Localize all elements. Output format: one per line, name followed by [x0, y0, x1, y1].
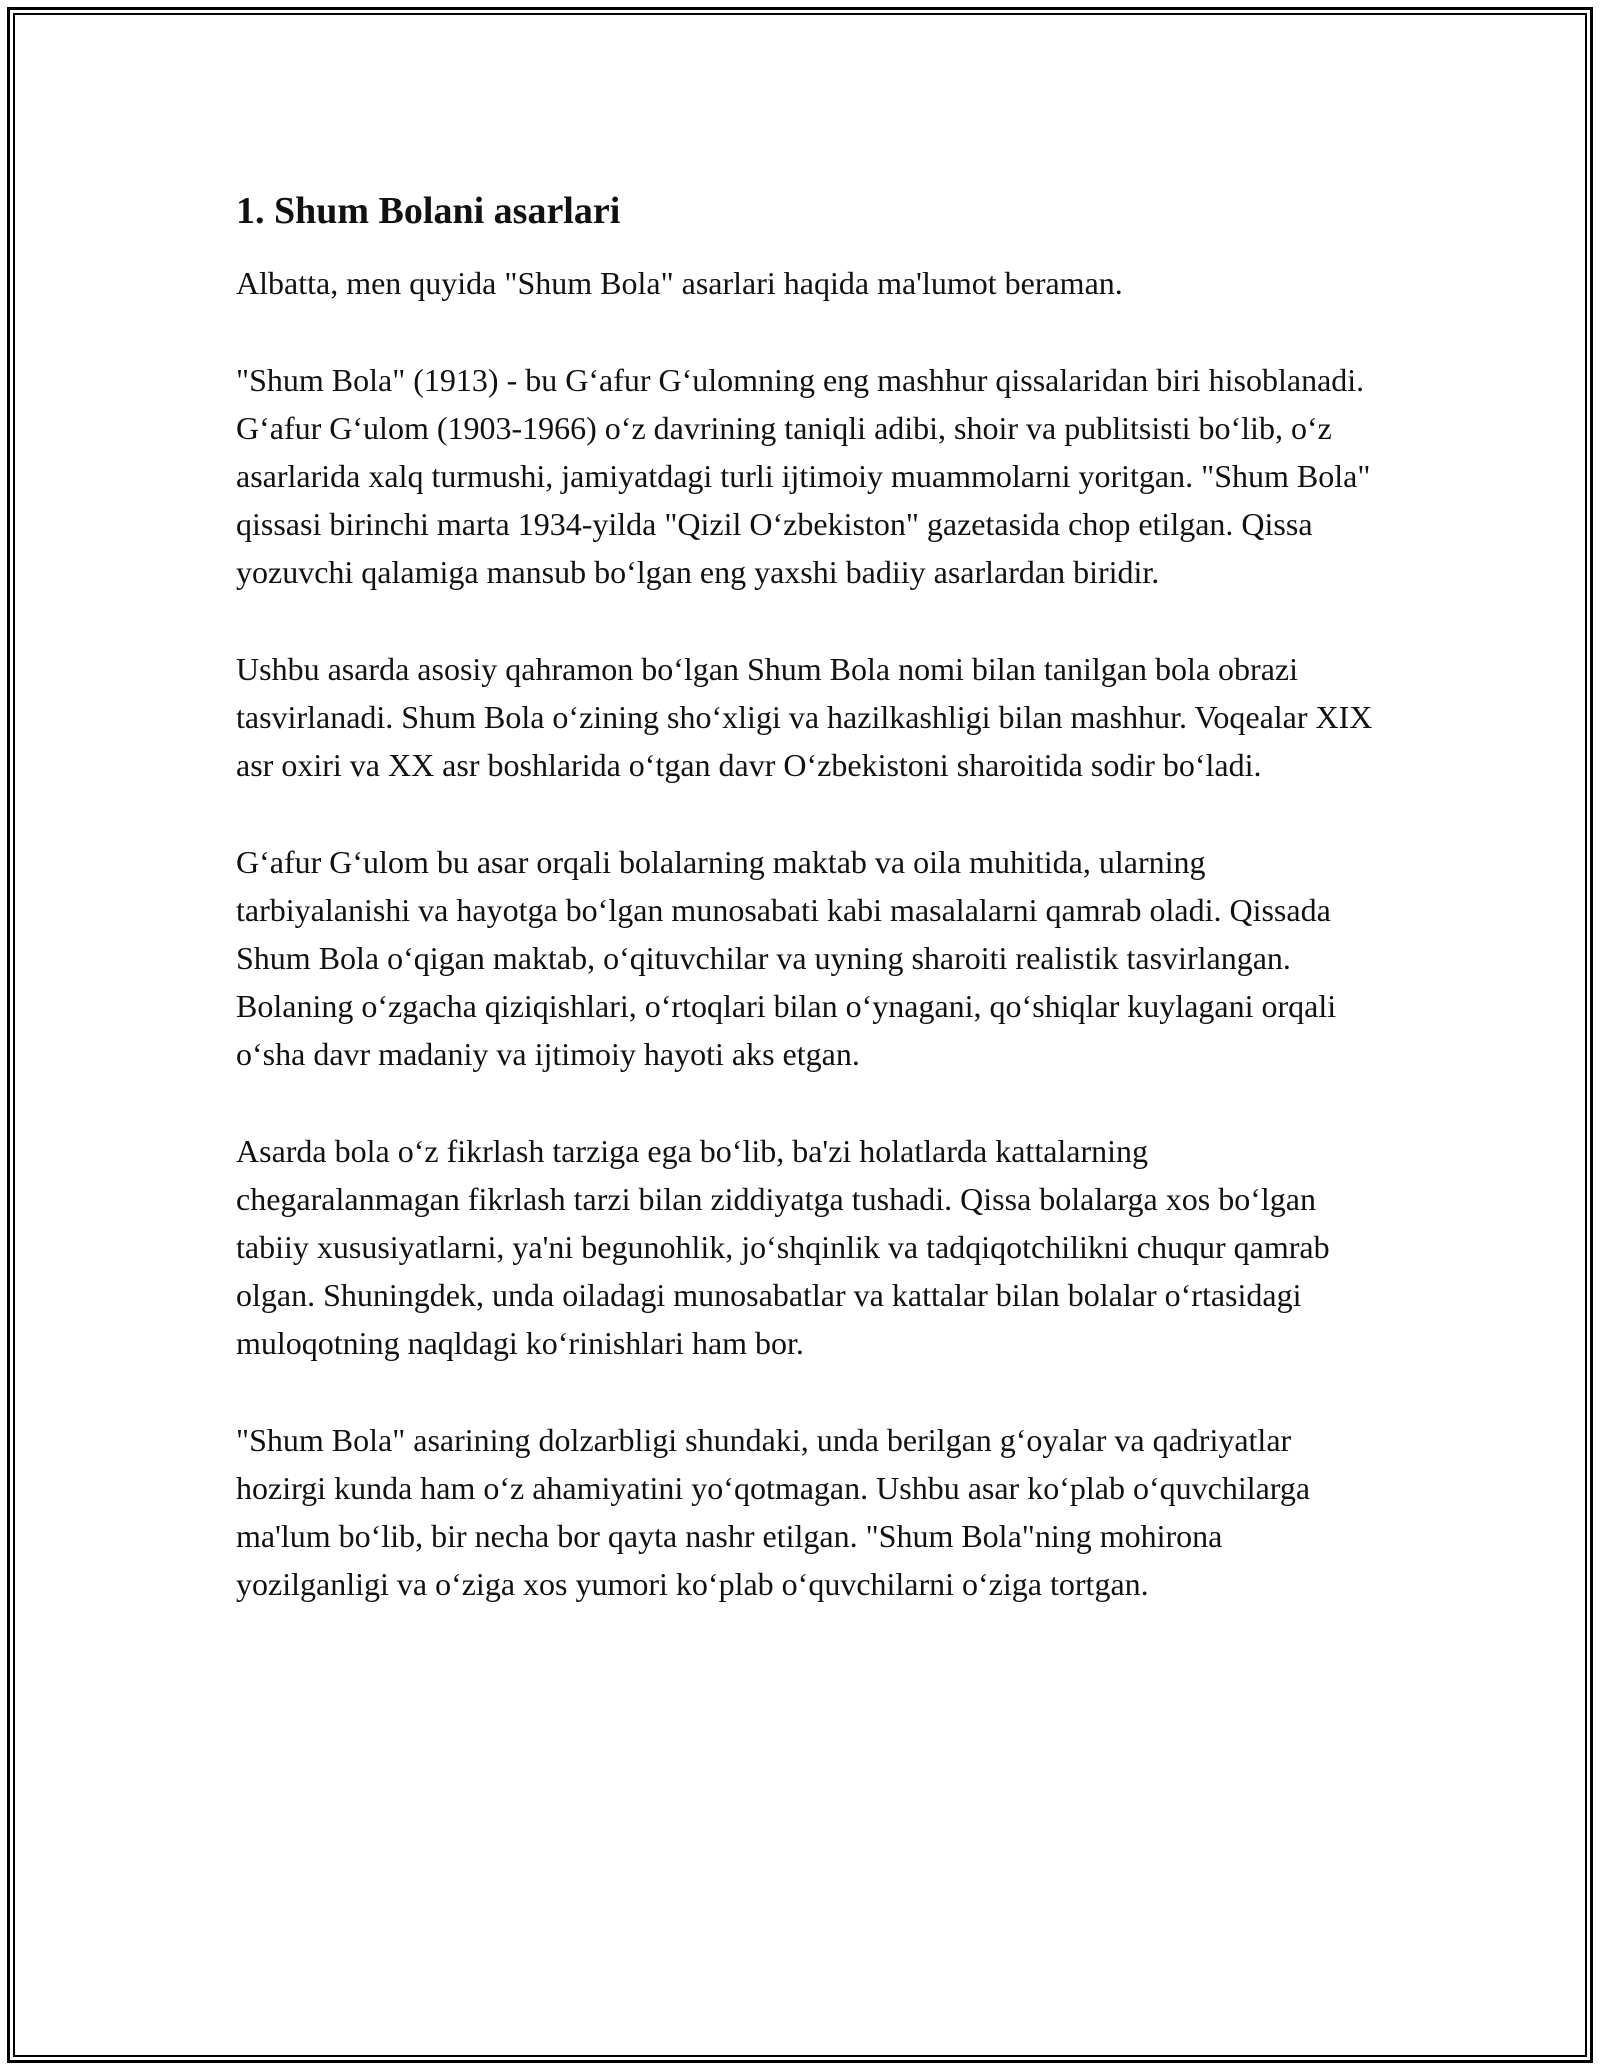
- paragraph-themes: G‘afur G‘ulom bu asar orqali bolalarning maktab va oila muhitida, ularning tarbiyalanishi va hayotga bo‘lgan munosabati kabi masalalarni qamrab oladi. Qissada Shum Bola o‘qigan maktab, o‘qituvchilar va uyning sharoiti realistik tasvirlangan. Bolaning o‘zgacha qiziqishlari, o‘rtoqlari bilan o‘ynagani, qo‘shiqlar kuylagani orqali o‘sha davr madaniy va ijtimoiy hayoti aks etgan.: [236, 844, 1337, 1072]
- document-title: 1. Shum Bolani asarlari: [236, 190, 621, 232]
- paragraph-history: "Shum Bola" (1913) - bu G‘afur G‘ulomning eng mashhur qissalaridan biri hisoblanadi. G‘afur G‘ulom (1903-1966) o‘z davrining taniqli adibi, shoir va publitsisti bo‘lib, o‘z asarlarida xalq turmushi, jamiyatdagi turli ijtimoiy muammolarni yoritgan. "Shum Bola" qissasi birinchi marta 1934-yilda "Qizil O‘zbekiston" gazetasida chop etilgan. Qissa yozuvchi qalamiga mansub bo‘lgan eng yaxshi badiiy asarlardan biridir.: [236, 362, 1371, 590]
- paragraph-relevance: "Shum Bola" asarining dolzarbligi shundaki, unda berilgan g‘oyalar va qadriyatlar hozirgi kunda ham o‘z ahamiyatini yo‘qotmagan. Ushbu asar ko‘plab o‘quvchilarga ma'lum bo‘lib, bir necha bor qayta nashr etilgan. "Shum Bola"ning mohirona yozilganligi va o‘ziga xos yumori ko‘plab o‘quvchilarni o‘ziga tortgan.: [236, 1422, 1311, 1602]
- paragraph-conflict: Asarda bola o‘z fikrlash tarziga ega bo‘lib, ba'zi holatlarda kattalarning chegaralanmagan fikrlash tarzi bilan ziddiyatga tushadi. Qissa bolalarga xos bo‘lgan tabiiy xususiyatlarni, ya'ni begunohlik, jo‘shqinlik va tadqiqotchilikni chuqur qamrab olgan. Shuningdek, unda oiladagi munosabatlar va kattalar bilan bolalar o‘rtasidagi muloqotning naqldagi ko‘rinishlari ham bor.: [236, 1133, 1330, 1361]
- document-body: [236, 185, 1376, 1657]
- paragraph-protagonist: Ushbu asarda asosiy qahramon bo‘lgan Shum Bola nomi bilan tanilgan bola obrazi tasvirlanadi. Shum Bola o‘zining sho‘xligi va hazilkashligi bilan mashhur. Voqealar XIX asr oxiri va XX asr boshlarida o‘tgan davr O‘zbekistoni sharoitida sodir bo‘ladi.: [236, 651, 1373, 783]
- paragraph-intro: Albatta, men quyida "Shum Bola" asarlari haqida ma'lumot beraman.: [236, 265, 1123, 301]
